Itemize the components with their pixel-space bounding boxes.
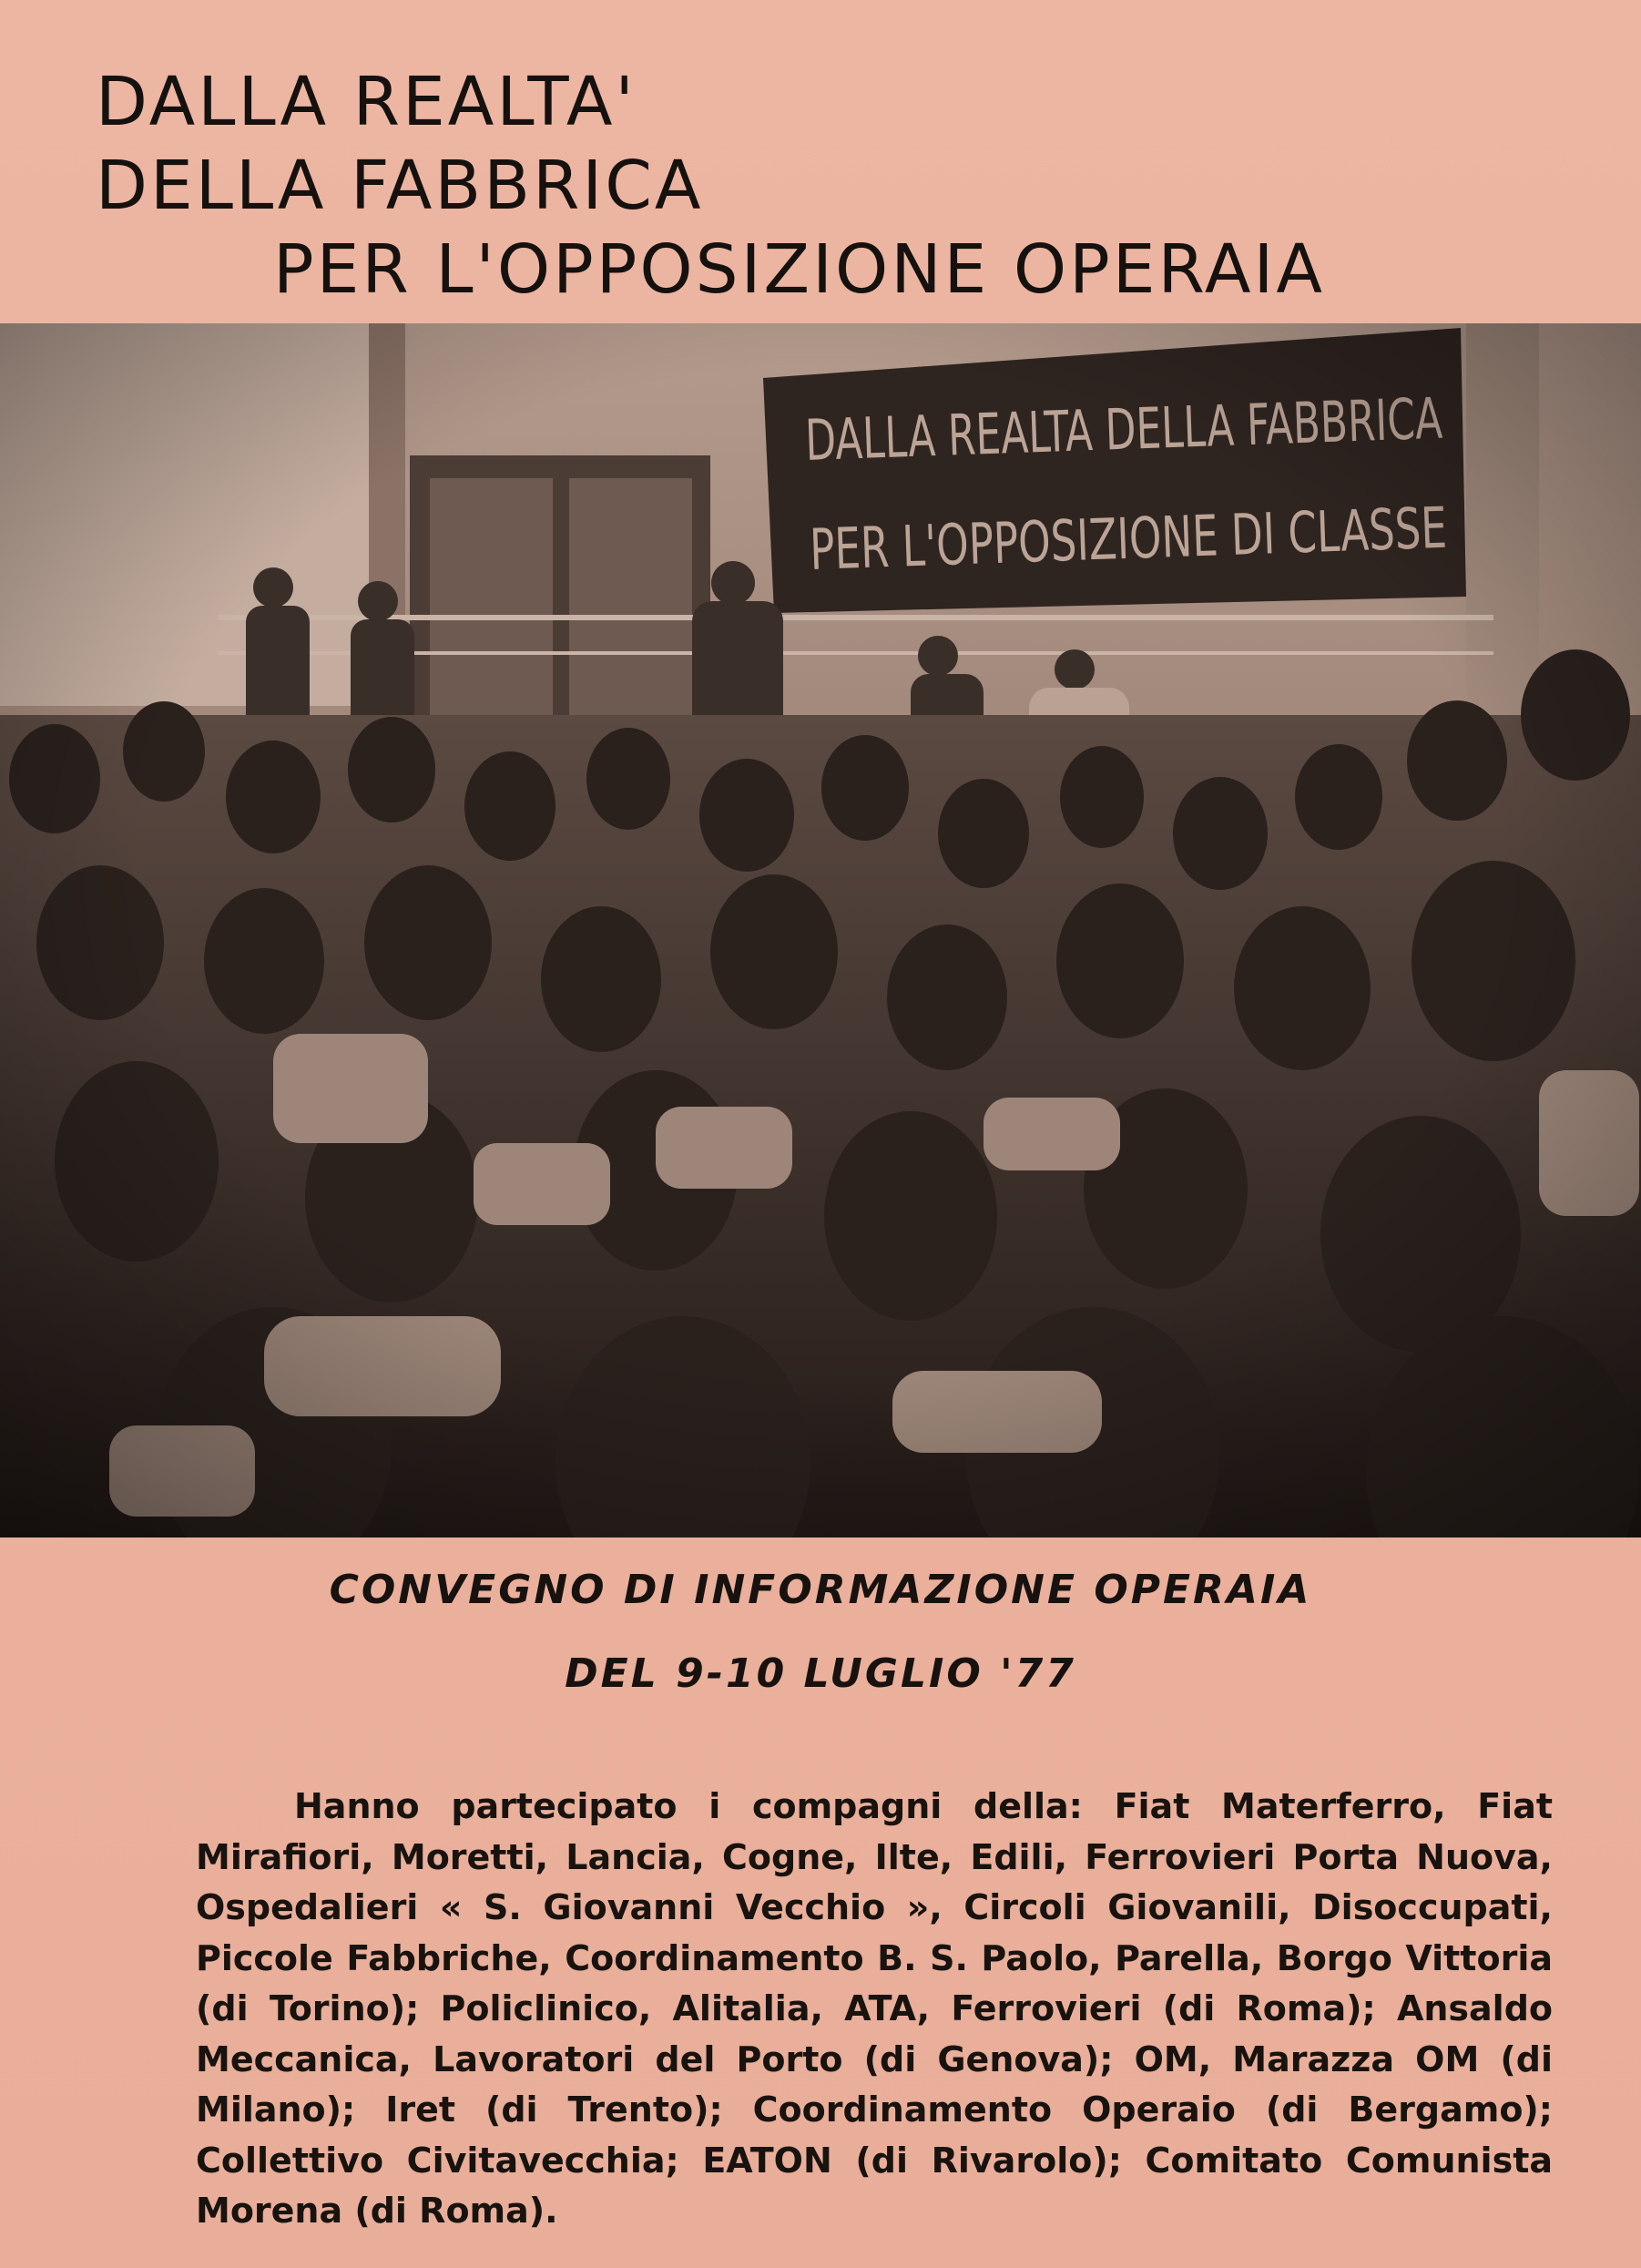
subtitle-line-2: DEL 9-10 LUGLIO '77 [565,1650,1076,1697]
conference-subtitle [0,1548,1641,1716]
assembly-photo [0,323,1641,1538]
title-line-2: DELLA FABBRICA [96,147,704,225]
poster-title [0,55,1641,319]
title-line-3: PER L'OPPOSIZIONE OPERAIA [273,230,1325,309]
title-line-1: DALLA REALTA' [96,63,637,141]
photo-vignette [0,323,1641,1538]
subtitle-line-1: CONVEGNO DI INFORMAZIONE OPERAIA [329,1567,1312,1613]
participants-paragraph: Hanno partecipato i compagni della: Fiat Materferro, Fiat Mirafiori, Moretti, Lancia, Cogne, Ilte, Edili, Ferrovieri Porta Nuova, Ospedalieri « S. Giovanni Vecchio », Circoli Giovanili, Disoccupati, Piccole Fabbriche, Coordinamento B. S. Paolo, Parella, Borgo Vittoria (di Torino); Policlinico, Alitalia, ATA, Ferrovieri (di Roma); Ansaldo Meccanica, Lavoratori del Porto (di Genova); OM, Marazza OM (di Milano); Iret (di Trento); Coordinamento Operaio (di Bergamo); Collettivo Civitavecchia; EATON (di Rivarolo); Comitato Comunista Morena (di Roma). [196,1786,1553,2231]
